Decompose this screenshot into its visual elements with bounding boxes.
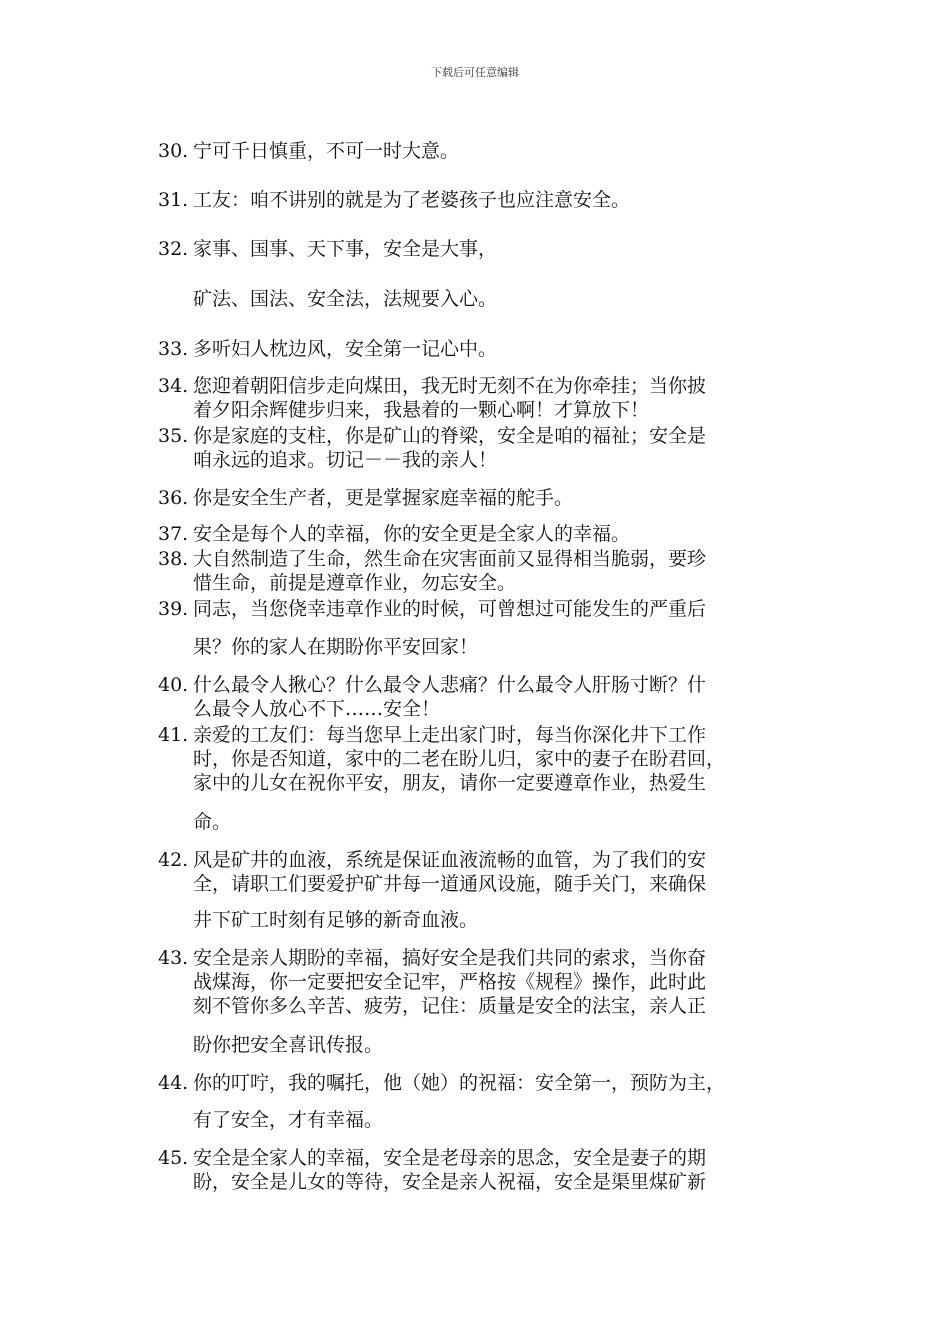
item-text-line: 你是安全生产者，更是掌握家庭幸福的舵手。 (193, 487, 574, 509)
list-item (158, 946, 818, 1018)
list-item (158, 673, 818, 721)
list-item (158, 486, 818, 510)
item-text-line: 风是矿井的血液，系统是保证血液流畅的血管，为了我们的安 (193, 849, 707, 871)
item-text-line: 工友：咱不讲别的就是为了老婆孩子也应注意安全。 (193, 189, 631, 211)
item-text-line: 什么最令人揪心？什么最令人悲痛？什么最令人肝肠寸断？什 (193, 674, 707, 696)
list-item (158, 1108, 818, 1132)
page-header: 下载后可任意编辑 (431, 66, 519, 79)
item-text-line: 时，你是否知道，家中的二老在盼儿归，家中的妻子在盼君回， (193, 748, 726, 770)
item-text-line: 安全是全家人的幸福，安全是老母亲的思念，安全是妻子的期 (193, 1147, 707, 1169)
list-item (158, 139, 818, 163)
item-number: 37. (158, 523, 189, 545)
item-text-line: 战煤海，你一定要把安全记牢，严格按《规程》操作，此时此 (193, 971, 707, 993)
item-text-line: 多听妇人枕边风，安全第一记心中。 (193, 338, 498, 360)
item-text-line: 宁可千日慎重，不可一时大意。 (193, 140, 460, 162)
item-text-line: 咱永远的追求。切记－－我的亲人！ (193, 449, 498, 471)
item-number: 36. (158, 487, 189, 509)
list-item (158, 1071, 818, 1095)
item-text-line: 盼你把安全喜讯传报。 (193, 1034, 384, 1056)
item-number: 40. (158, 674, 189, 696)
item-text-line: 刻不管你多么辛苦、疲劳，记住：质量是安全的法宝，亲人正 (193, 995, 707, 1017)
item-number: 34. (158, 375, 189, 397)
list-item (158, 374, 818, 422)
list-item (158, 237, 818, 261)
list-item (158, 287, 818, 311)
item-text-line: 果？你的家人在期盼你平安回家！ (193, 636, 479, 658)
item-text-line: 惜生命，前提是遵章作业，勿忘安全。 (193, 572, 517, 594)
list-item (158, 810, 818, 834)
item-text-line: 矿法、国法、安全法，法规要入心。 (193, 288, 498, 310)
list-item (158, 597, 818, 621)
item-number: 42. (158, 849, 189, 871)
item-number: 44. (158, 1072, 189, 1094)
item-number: 38. (158, 548, 189, 570)
item-text-line: 着夕阳余辉健步归来，我悬着的一颗心啊！才算放下！ (193, 399, 650, 421)
item-text-line: 井下矿工时刻有足够的新奇血液。 (193, 909, 479, 931)
item-text-line: 你的叮咛，我的嘱托，他（她）的祝福：安全第一，预防为主， (193, 1072, 726, 1094)
item-text-line: 大自然制造了生命，然生命在灾害面前又显得相当脆弱，要珍 (193, 548, 707, 570)
item-text-line: 您迎着朝阳信步走向煤田，我无时无刻不在为你牵挂；当你披 (193, 375, 707, 397)
list-item (158, 1033, 818, 1057)
item-text-line: 家中的儿女在祝你平安，朋友，请你一定要遵章作业，热爱生 (193, 772, 707, 794)
item-text-line: 全，请职工们要爱护矿井每一道通风设施，随手关门，来确保 (193, 873, 707, 895)
item-text-line: 命。 (193, 811, 232, 833)
item-number: 45. (158, 1147, 189, 1169)
item-number: 32. (158, 238, 189, 260)
item-text-line: 么最令人放心不下……安全！ (193, 698, 441, 720)
item-text-line: 有了安全，才有幸福。 (193, 1109, 384, 1131)
item-number: 30. (158, 140, 189, 162)
item-text-line: 盼，安全是儿女的等待，安全是亲人祝福，安全是渠里煤矿新 (193, 1171, 707, 1193)
item-text-line: 安全是每个人的幸福，你的安全更是全家人的幸福。 (193, 523, 631, 545)
list-item (158, 723, 818, 795)
item-number: 43. (158, 947, 189, 969)
list-item (158, 1146, 818, 1194)
list-item (158, 635, 818, 659)
item-text-line: 同志，当您侥幸违章作业的时候，可曾想过可能发生的严重后 (193, 598, 707, 620)
list-item (158, 188, 818, 212)
list-item (158, 337, 818, 361)
list-item (158, 848, 818, 896)
list-item (158, 424, 818, 472)
list-item (158, 547, 818, 595)
list-item (158, 522, 818, 546)
item-text-line: 你是家庭的支柱，你是矿山的脊梁，安全是咱的福祉；安全是 (193, 425, 707, 447)
item-number: 33. (158, 338, 189, 360)
item-text-line: 亲爱的工友们：每当您早上走出家门时，每当你深化井下工作 (193, 724, 707, 746)
item-text-line: 家事、国事、天下事，安全是大事， (193, 238, 498, 260)
item-number: 35. (158, 425, 189, 447)
item-number: 31. (158, 189, 189, 211)
list-item (158, 908, 818, 932)
item-number: 39. (158, 598, 189, 620)
item-text-line: 安全是亲人期盼的幸福，搞好安全是我们共同的索求，当你奋 (193, 947, 707, 969)
item-number: 41. (158, 724, 189, 746)
